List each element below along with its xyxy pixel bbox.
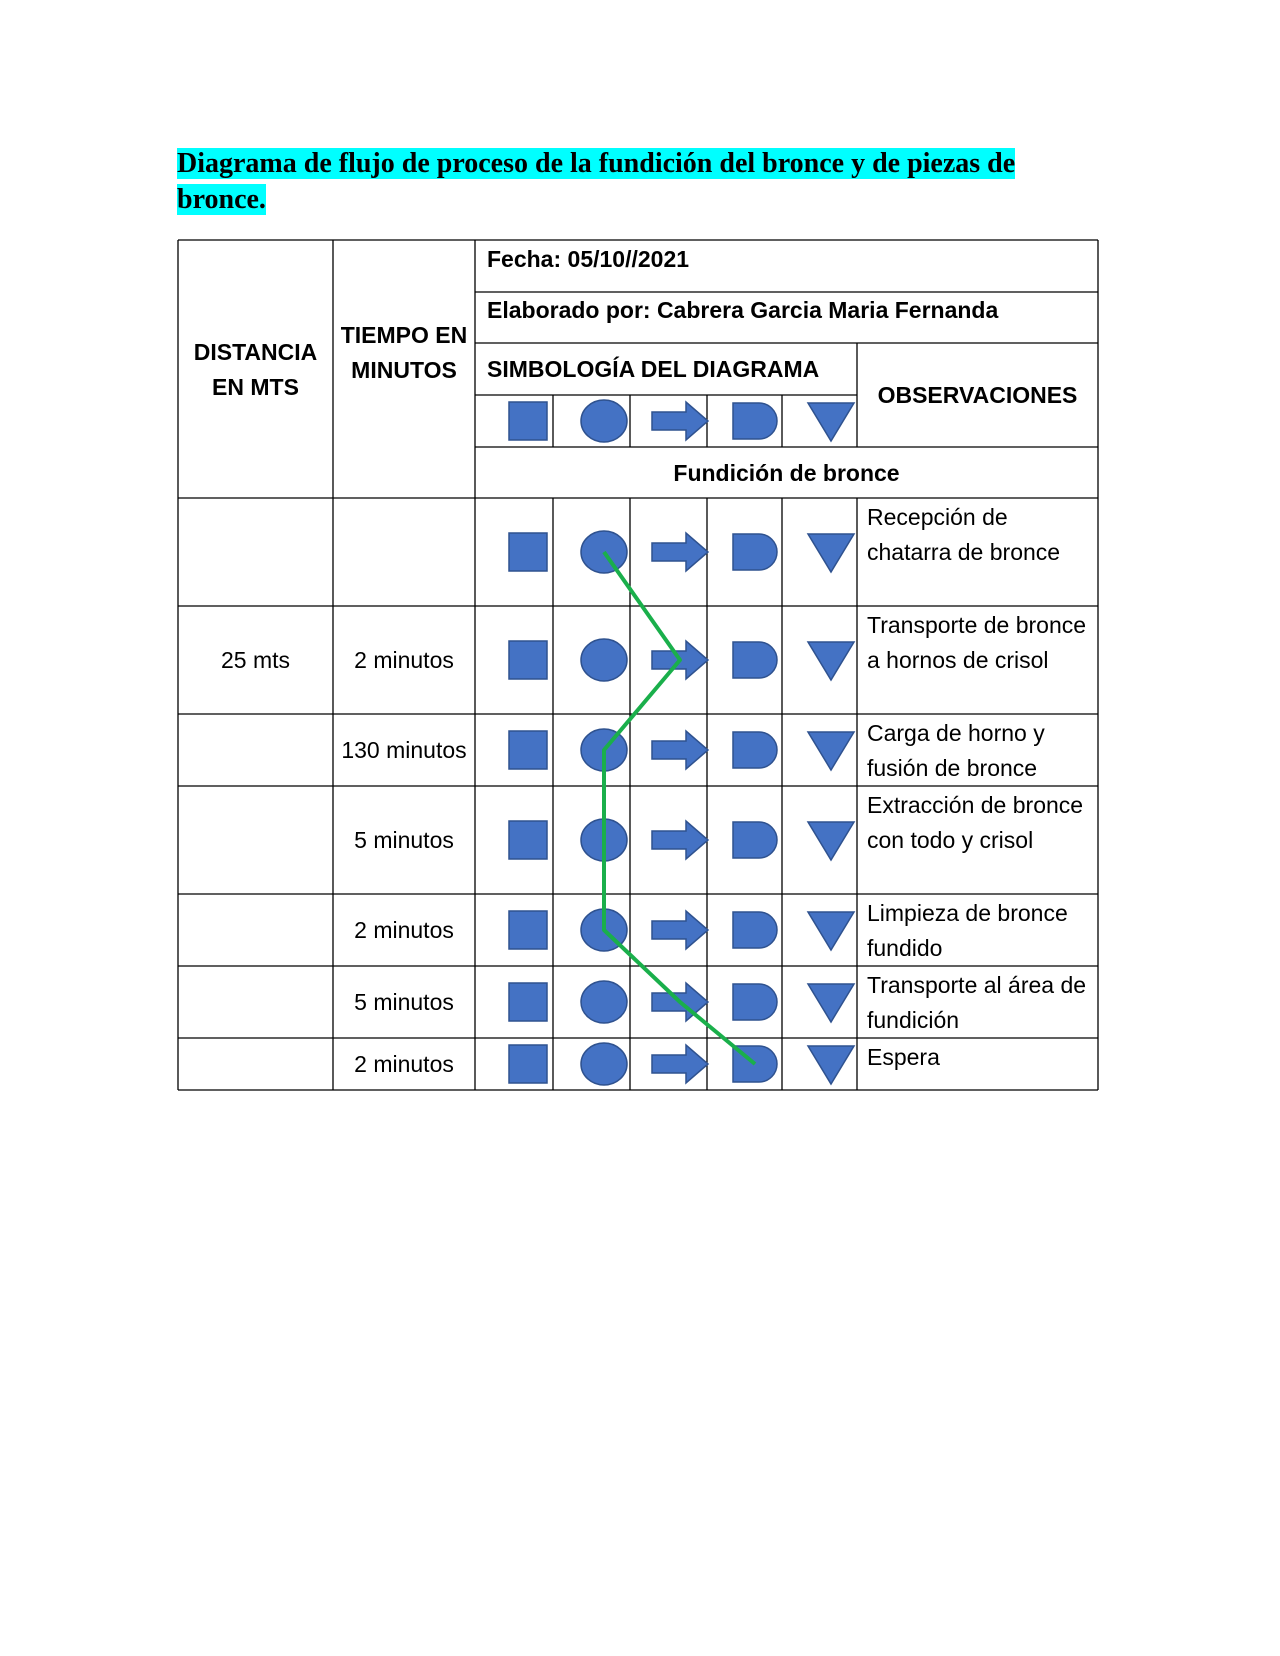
row-1-observacion: Recepción de chatarra de bronce — [867, 504, 1061, 565]
row-2-distancia: 25 mts — [220, 646, 291, 673]
row-6-square-icon — [509, 983, 547, 1021]
row-3-observacion: Carga de horno y fusión de bronce — [867, 720, 1045, 781]
row-2-tiempo: 2 minutos — [354, 646, 454, 673]
row-1-down-triangle-icon — [808, 534, 854, 572]
legend-down-triangle-icon — [808, 403, 854, 441]
row-1-tiempo — [340, 498, 468, 606]
legend-d-shape-icon — [733, 403, 777, 439]
row-4-d-shape-icon — [733, 822, 777, 858]
row-2-circle-icon — [581, 639, 627, 681]
row-4-arrow-icon — [652, 821, 708, 859]
tiempo-header: TIEMPO EN MINUTOS — [340, 322, 468, 383]
row-3-square-icon — [509, 731, 547, 769]
legend-circle-icon — [581, 400, 627, 442]
row-4-down-triangle-icon — [808, 822, 854, 860]
row-7-circle-icon — [581, 1043, 627, 1085]
row-7-down-triangle-icon — [808, 1046, 854, 1084]
row-6-circle-icon — [581, 981, 627, 1023]
row-6-distancia — [178, 966, 333, 1038]
row-6-down-triangle-icon — [808, 984, 854, 1022]
row-7-square-icon — [509, 1045, 547, 1083]
row-7-tiempo: 2 minutos — [354, 1050, 454, 1077]
row-1-d-shape-icon — [733, 534, 777, 570]
row-1-square-icon — [509, 533, 547, 571]
simbologia-label: SIMBOLOGÍA DEL DIAGRAMA — [487, 356, 820, 382]
row-3-down-triangle-icon — [808, 732, 854, 770]
row-2-d-shape-icon — [733, 642, 777, 678]
row-5-down-triangle-icon — [808, 912, 854, 950]
row-5-distancia — [178, 894, 333, 966]
row-4-distancia — [178, 786, 333, 894]
row-3-arrow-icon — [652, 731, 708, 769]
legend-arrow-icon — [652, 402, 708, 440]
row-7-distancia — [178, 1038, 333, 1090]
row-4-observacion: Extracción de bronce con todo y crisol — [867, 792, 1084, 853]
row-2-square-icon — [509, 641, 547, 679]
observaciones-header: OBSERVACIONES — [877, 382, 1078, 408]
page-title-text: Diagrama de flujo de proceso de la fundición del bronce y de piezas de bronce. — [177, 148, 1016, 215]
row-5-square-icon — [509, 911, 547, 949]
row-3-tiempo: 130 minutos — [341, 736, 467, 763]
row-3-d-shape-icon — [733, 732, 777, 768]
row-4-tiempo: 5 minutos — [354, 826, 454, 853]
row-6-tiempo: 5 minutos — [354, 988, 454, 1015]
row-5-arrow-icon — [652, 911, 708, 949]
row-3-distancia — [178, 714, 333, 786]
row-6-d-shape-icon — [733, 984, 777, 1020]
section-title: Fundición de bronce — [673, 460, 900, 486]
fecha-label: Fecha: 05/10//2021 — [487, 246, 690, 272]
legend-square-icon — [509, 402, 547, 440]
elaborado-label: Elaborado por: Cabrera Garcia Maria Fernanda — [487, 297, 999, 323]
row-4-square-icon — [509, 821, 547, 859]
row-7-observacion: Espera — [867, 1044, 940, 1070]
symbol-shapes — [509, 400, 854, 1085]
row-1-arrow-icon — [652, 533, 708, 571]
row-2-observacion: Transporte de bronce a hornos de crisol — [867, 612, 1087, 673]
row-5-d-shape-icon — [733, 912, 777, 948]
row-7-arrow-icon — [652, 1045, 708, 1083]
row-1-distancia — [178, 498, 333, 606]
row-6-observacion: Transporte al área de fundición — [867, 972, 1087, 1033]
distancia-header: DISTANCIA EN MTS — [193, 339, 318, 400]
row-2-down-triangle-icon — [808, 642, 854, 680]
row-5-tiempo: 2 minutos — [354, 916, 454, 943]
row-5-observacion: Limpieza de bronce fundido — [867, 900, 1068, 961]
